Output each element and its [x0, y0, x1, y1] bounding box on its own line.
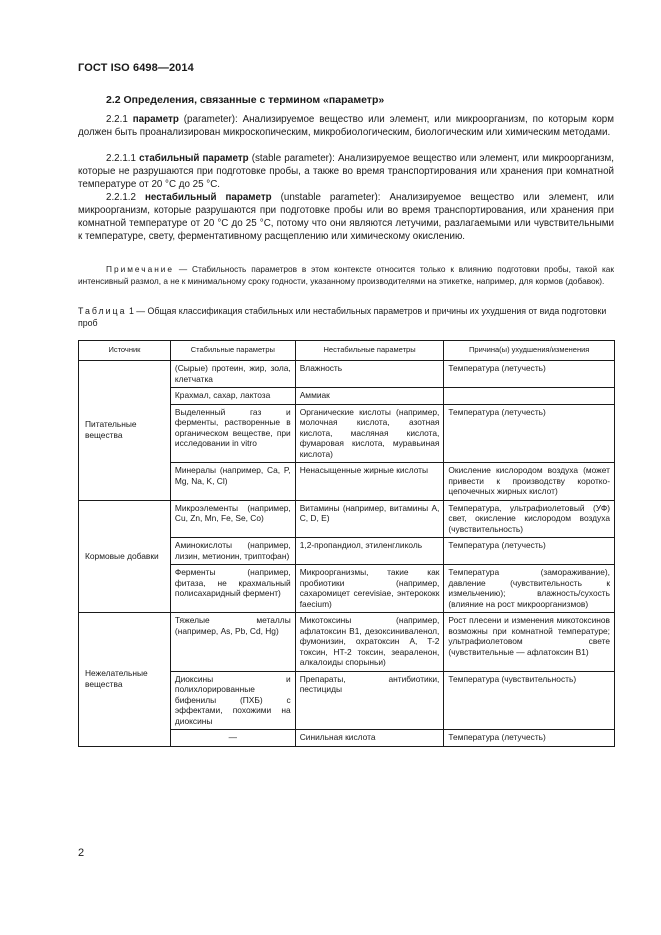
table-header-row — [79, 341, 615, 361]
cause-cell — [444, 388, 615, 405]
note — [78, 263, 614, 287]
unstable-cell: Ненасыщенные жирные кислоты — [295, 463, 444, 501]
paragraph-2-2-1-2 — [78, 191, 614, 243]
paragraph-2-2-1 — [78, 113, 614, 139]
stable-cell: Микроэлементы (например, Cu, Zn, Mn, Fe, Se, Co) — [170, 500, 295, 538]
section-title: 2.2 Определения, связанные с термином «параметр» — [106, 94, 385, 106]
table-row — [79, 361, 615, 388]
table-row — [79, 613, 615, 672]
header-source: Источник — [79, 341, 171, 361]
cause-cell: Температура (летучесть) — [444, 730, 615, 747]
unstable-cell: 1,2-пропандиол, этиленгликоль — [295, 538, 444, 565]
paragraph-2-2-1-1 — [78, 152, 614, 191]
term: стабильный параметр — [139, 153, 249, 164]
document-header: ГОСТ ISO 6498—2014 — [78, 62, 194, 74]
term: параметр — [132, 114, 179, 125]
stable-cell: Минералы (например, Ca, P, Mg, Na, K, Cl) — [170, 463, 295, 501]
definition-text: (stable parameter): Анализируемое вещество или элемент, или микроорганизм, которые не разрушаются при подготовке пробы, а также во время транспортирования или хранения при комнатной температуре от 20 °C до 25 °C. — [78, 153, 614, 190]
cause-cell: Температура (летучесть) — [444, 538, 615, 565]
stable-cell: Тяжелые металлы (например, As, Pb, Cd, Hg) — [170, 613, 295, 672]
header-unstable: Нестабильные параметры — [295, 341, 444, 361]
unstable-cell: Препараты, антибиотики, пестициды — [295, 671, 444, 730]
clause-number: 2.2.1.2 — [106, 192, 136, 203]
unstable-cell: Синильная кислота — [295, 730, 444, 747]
cause-cell: Температура (чувствительность) — [444, 671, 615, 730]
clause-number: 2.2.1 — [106, 114, 128, 125]
cause-cell: Температура (замораживание), давление (чувствительность к измельчению); влажность/сухость (влияние на рост микроорганизмов) — [444, 565, 615, 613]
definition-text: (parameter): Анализируемое вещество или элемент, или микроорганизм, по которым корм должен быть проанализирован микроскопическим, микробиологическим, биологическим или химическим методами. — [78, 114, 614, 138]
stable-cell: (Сырые) протеин, жир, зола, клетчатка — [170, 361, 295, 388]
caption-label: Таблица — [78, 306, 127, 316]
unstable-cell: Влажность — [295, 361, 444, 388]
unstable-cell: Органические кислоты (например, молочная кислота, азотная кислота, масляная кислота, фумаровая кислота, муравьиная кислота) — [295, 404, 444, 463]
cause-cell: Температура (летучесть) — [444, 361, 615, 388]
definition-text: (unstable parameter): Анализируемое вещество или элемент, или микроорганизм, которые разрушаются при подготовке пробы или во время транспортирования, или хранения при комнатной температуре от 20 °C до 25 °C, потому что они являются летучими, разлагаемыми или чувствительными к температуре, свету, ферментативному расщеплению или химическому окислению. — [78, 192, 614, 242]
cause-cell: Окисление кислородом воздуха (может привести к производству короткоцепочечных жирных кислот) — [444, 463, 615, 501]
header-cause: Причина(ы) ухудшения/изменения — [444, 341, 615, 361]
cause-cell: Температура (летучесть) — [444, 404, 615, 463]
note-label: Примечание — [106, 264, 175, 274]
source-cell: Кормовые добавки — [79, 500, 171, 613]
unstable-cell: Микроорганизмы, такие как пробиотики (например, сахаромицет cerevisiae, энтерококк faecium) — [295, 565, 444, 613]
unstable-cell: Аммиак — [295, 388, 444, 405]
stable-cell: Аминокислоты (например, лизин, метионин, триптофан) — [170, 538, 295, 565]
stable-cell: Выделенный газ и ферменты, растворенные в органическом веществе, при исследовании in vitro — [170, 404, 295, 463]
clause-number: 2.2.1.1 — [106, 153, 136, 164]
stable-cell: Крахмал, сахар, лактоза — [170, 388, 295, 405]
stable-cell: Ферменты (например, фитаза, не крахмальный полисахаридный фермент) — [170, 565, 295, 613]
table-row — [79, 500, 615, 538]
term: нестабильный параметр — [144, 192, 272, 203]
source-cell: Нежелательные вещества — [79, 613, 171, 747]
unstable-cell: Витамины (например, витамины A, C, D, E) — [295, 500, 444, 538]
page-number: 2 — [78, 847, 85, 859]
stable-cell: Диоксины и полихлорированные бифенилы (ПХБ) с эффектами, похожими на диоксины — [170, 671, 295, 730]
source-cell: Питательные вещества — [79, 361, 171, 501]
unstable-cell: Микотоксины (например, афлатоксин B1, дезоксиниваленол, фумонизин, охратоксин A, T-2 токсин, HT-2 токсин, зеараленон, алкалоиды спорыньи) — [295, 613, 444, 672]
table-caption — [78, 306, 614, 329]
cause-cell: Рост плесени и изменения микотоксинов возможны при комнатной температуре; ультрафиолетовом свете (чувствительные — афлатоксин B1) — [444, 613, 615, 672]
cause-cell: Температура, ультрафиолетовый (УФ) свет, окисление кислородом воздуха (чувствительность) — [444, 500, 615, 538]
note-text: — Стабильность параметров в этом контексте относится только к влиянию подготовки пробы, такой как интенсивный размол, а не к минимальному сроку годности, указанному производителями на этикетке, например, для кормов (добавок). — [78, 264, 614, 286]
stable-cell: — — [170, 730, 295, 747]
header-stable: Стабильные параметры — [170, 341, 295, 361]
classification-table — [78, 340, 615, 747]
caption-text: 1 — Общая классификация стабильных или нестабильных параметров и причины их ухудшения от вида подготовки проб — [78, 306, 607, 328]
